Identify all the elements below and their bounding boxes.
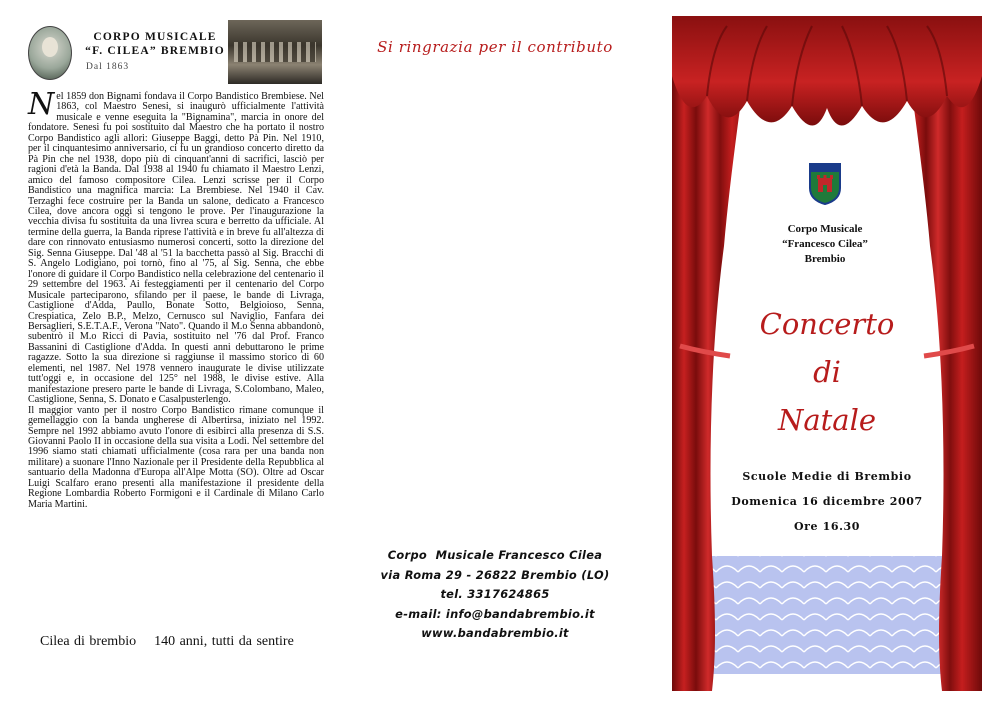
concert-title-line3: Natale [777, 403, 877, 437]
concert-title-line1: Concerto [759, 307, 895, 341]
stage-floor [710, 556, 942, 674]
event-details [712, 464, 942, 539]
contact-email[interactable]: e-mail: info@bandabrembio.it [395, 606, 595, 621]
founder-portrait [28, 26, 72, 80]
event-time: Ore 16.30 [793, 520, 861, 533]
curtain-valance [672, 16, 982, 126]
contact-address: via Roma 29 - 26822 Brembio (LO) [380, 567, 610, 582]
history-paragraph-2: Il maggior vanto per il nostro Corpo Bandistico rimane comunque il gemellaggio con la banda ungherese di Albertirsa, iniziato nel 1992. Sempre nel 1992 abbiamo avuto l'onore di esibirci alla presenza di S.S. Giovanni Paolo II in occasione della sua visita a Lodi. Nel settembre del 1996 siamo stati chiamati ufficialmente (cosa rara per una banda non militare) a suonare l'Inno Nazionale per il Presidente della Repubblica al santuario della Madonna d'Europa all'Alpe Motta (SO). Oltre ad Oscar Luigi Scalfaro erano presenti alla manifestazione il presidente della Regione Lombardia Roberto Formigoni e il Cardinale di Milano Carlo Maria Martini. [28, 404, 324, 510]
contact-website[interactable]: www.bandabrembio.it [421, 626, 569, 640]
anniversary-slogan: Cilea di brembio 140 anni, tutti da sentire [40, 634, 294, 649]
band-name [80, 30, 230, 58]
band-name-line2: “F. CILEA” BREMBIO [85, 45, 225, 57]
concert-title-line2: di [813, 355, 841, 389]
history-paragraph-1-text: el 1859 don Bignami fondava il Corpo Bandistico Brembiese. Nel 1863, col Maestro Senesi, si inaugurò ufficialmente l'attività musicale e venne eseguita la "Bignamina", marcia in onore del fondatore. Senesi fu poi sostituito dal Maestro che ha portato il nostro Corpo Bandistico agli allori: Giuseppe Baggi, detto Pà Pin. Nel 1910, per il cinquantesimo anniversario, ci fu un grandioso concerto diretto da Pà Pin che nel 1938, dopo più di cinquant'anni di sacrifici, lasciò per ragioni d'età la Banda. Dal 1938 al 1940 fu chiamato il Maestro Lenzi, amico del famoso compositore Cilea. Lenzi scrisse per il Corpo Bandistico una magnifica marcia: La Brembiese. Nel 1940 il Cav. Terzaghi fece costruire per la Banda un salone, dedicato a Francesco Cilea, dove ancora oggi si tengono le prove. Per l'inaugurazione la vecchia divisa fu sostituita da una livrea scura e berretto da ufficiale. Al termine della guerra, la Banda riprese l'attività e in breve fu all'altezza di dare con rinnovato entusiasmo numerosi concerti, sotto la direzione del Sig. Senna Giuseppe. Dal '48 al '51 la bacchetta passò al Sig. Bracchi di S. Angelo Lodigiano, poi tornò, fino al '75, al Sig. Senna, che ebbe l'onore di guidare il Corpo Bandistico nella celebrazione del centenario il 29 settembre del 1963. Ai festeggiamenti per il centenario del Corpo Musicale parteciparono, sfilando per il paese, le bande di Livraga, Castiglione d'Adda, Paullo, Bonate Sotto, Belgioioso, Senna, Crespiatica, Zelo B.P., Melzo, Cernusco sul Naviglio, Fanfara dei Bersaglieri, S.E.T.A.F., Verona "Nato". Quando il M.o Senna abbandonò, subentrò il M.o Ricci di Pavia, sostituito nel '76 dal Prof. Franco Bassanini di Castiglione d'Adda. In questi anni debuttarono le prime ragazze. Sotto la sua direzione si raggiunse il massimo storico di 60 elementi, nel 1987. Nel 1978 vennero inaugurate le divise utilizzate tutt'oggi e, in occasione del 125° nel 1988, le divise estive. Alla manifestazione presero parte le bande di Livraga, S.Colombano, Maleo, Castiglione, Senna, S. Donato e Casalpusterlengo. [28, 91, 324, 406]
thanks-heading: Si ringrazia per il contributo [377, 38, 613, 56]
history-text [28, 87, 324, 510]
drop-cap: N [28, 87, 55, 122]
contact-name: Corpo Musicale Francesco Cilea [387, 548, 603, 562]
history-panel [20, 16, 322, 686]
band-crest-icon [808, 162, 842, 206]
contact-block [345, 546, 645, 644]
cover-panel [672, 16, 982, 691]
contact-phone: tel. 3317624865 [440, 587, 550, 601]
organizer-line1: Corpo Musicale [787, 223, 863, 235]
event-date: Domenica 16 dicembre 2007 [731, 495, 923, 508]
band-photo [228, 20, 322, 84]
organizer-line3: Brembio [804, 253, 846, 265]
concert-title [732, 300, 922, 444]
founded-year: Dal 1863 [86, 62, 130, 72]
contacts-panel [345, 16, 645, 686]
organizer-line2: “Francesco Cilea” [782, 238, 868, 250]
organizer-name [760, 222, 890, 267]
event-venue: Scuole Medie di Brembio [742, 470, 912, 483]
history-paragraph-1 [28, 87, 324, 406]
band-name-line1: CORPO MUSICALE [93, 31, 217, 43]
